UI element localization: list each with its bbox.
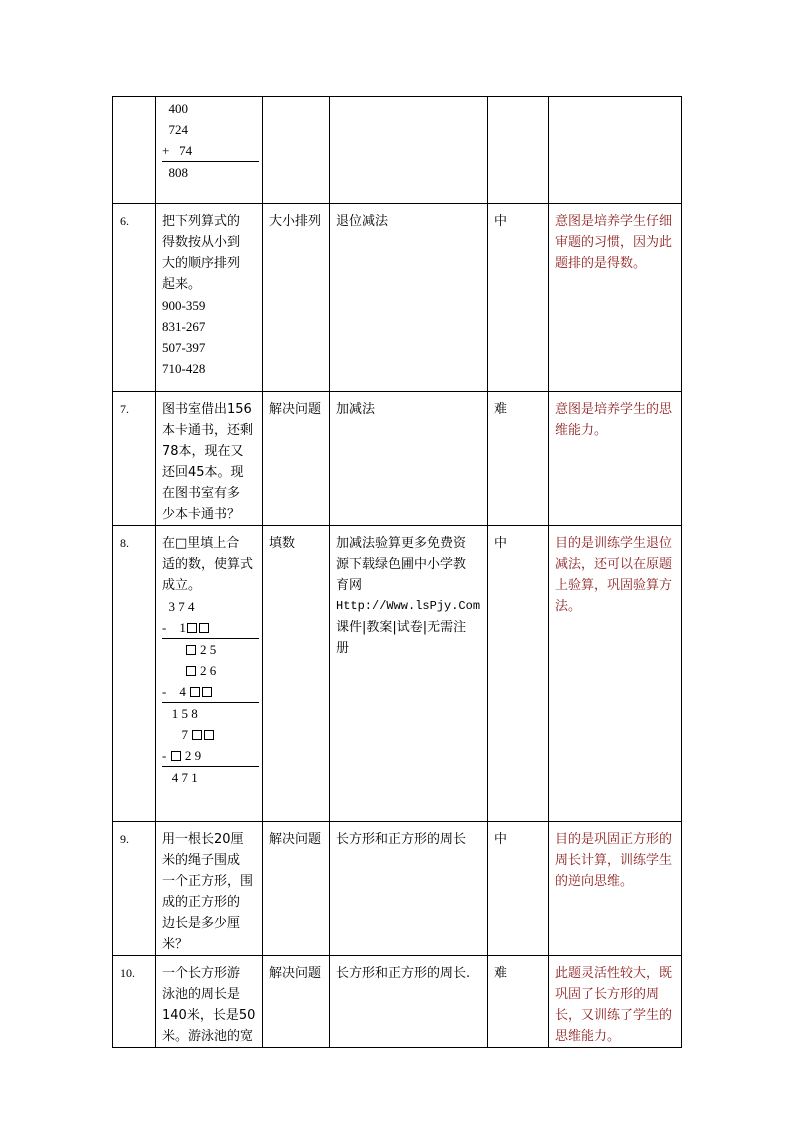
calc-line: 400	[162, 101, 188, 116]
knowledge-cell: 长方形和正方形的周长.	[330, 956, 488, 1048]
calc-line: 808	[162, 165, 188, 180]
problem-line: 用一根长20厘	[162, 832, 244, 847]
blank-box	[202, 687, 212, 697]
table-row	[113, 204, 682, 392]
problem-line: 78本，现在又	[162, 444, 244, 459]
problem-cell	[156, 956, 263, 1048]
level-cell: 难	[488, 392, 549, 526]
calc-text: 2 6	[196, 663, 217, 678]
calc-text: - 1	[162, 620, 186, 635]
level-cell: 难	[488, 956, 549, 1048]
type-cell: 解决问题	[263, 822, 330, 956]
knowledge-cell: 加减法	[330, 392, 488, 526]
problem-line: 泳池的周长是	[162, 987, 241, 1002]
problem-line: 一个长方形游	[162, 966, 241, 981]
problem-line: 边长是多少厘	[162, 916, 241, 931]
level-cell: 中	[488, 526, 549, 822]
blank-box	[186, 666, 196, 676]
table-row	[113, 97, 682, 204]
type-cell: 解决问题	[263, 956, 330, 1048]
level-cell	[488, 97, 549, 204]
calc-line: 724	[162, 122, 188, 137]
problem-line: 140米，长是50	[162, 1008, 256, 1023]
calc-line	[162, 724, 257, 745]
level-cell: 中	[488, 204, 549, 392]
calc-text: 2 5	[196, 642, 217, 657]
calc-line	[162, 681, 257, 702]
row-number: 10.	[113, 956, 156, 1048]
note-cell: 此题灵活性较大，既巩固了长方形的周长，又训练了学生的思维能力。	[549, 956, 682, 1048]
note-cell	[549, 97, 682, 204]
problem-line: 少本卡通书？	[162, 507, 241, 522]
knowledge-cell: 长方形和正方形的周长	[330, 822, 488, 956]
knowledge-cell	[330, 526, 488, 822]
problem-line: 大的顺序排列	[162, 256, 241, 271]
calc-text: 2 9	[181, 748, 202, 763]
calc-text: -	[162, 748, 170, 763]
problem-line: 适的数，使算式	[162, 557, 254, 572]
problem-cell	[156, 204, 263, 392]
blank-box	[186, 645, 196, 655]
row-number: 9.	[113, 822, 156, 956]
calc-line: + 74	[162, 143, 193, 158]
blank-box	[171, 751, 181, 761]
row-number	[113, 97, 156, 204]
problem-line: 成立。	[162, 578, 202, 593]
type-cell	[263, 97, 330, 204]
problem-line: 把下列算式的	[162, 214, 241, 229]
problem-line: 米。游泳池的宽	[162, 1029, 254, 1044]
problem-cell	[156, 526, 263, 822]
knowledge-cell	[330, 97, 488, 204]
table-row	[113, 822, 682, 956]
problem-line: 起来。	[162, 277, 202, 292]
row-number: 8.	[113, 526, 156, 822]
note-cell: 意图是培养学生的思维能力。	[549, 392, 682, 526]
problem-line: 米的绳子围成	[162, 853, 241, 868]
knowledge-line: 源下载绿色圃中小学教	[336, 557, 467, 572]
blank-box	[204, 730, 214, 740]
table-row	[113, 956, 682, 1048]
blank-box	[190, 687, 200, 697]
row-number: 6.	[113, 204, 156, 392]
calc-line: 3 7 4	[162, 599, 195, 614]
blank-box	[199, 623, 209, 633]
row-number: 7.	[113, 392, 156, 526]
knowledge-line: 加减法验算更多免费资	[336, 536, 467, 551]
table-row	[113, 392, 682, 526]
blank-box	[192, 730, 202, 740]
calc-text: - 4	[162, 684, 190, 699]
note-cell: 目的是训练学生退位减法，还可以在原题上验算，巩固验算方法。	[549, 526, 682, 822]
problem-line: 图书室借出156	[162, 402, 252, 417]
calc-line	[162, 660, 257, 681]
calc-line: 4 7 1	[162, 770, 198, 785]
problem-line: 米？	[162, 937, 189, 952]
knowledge-line: 育网	[336, 578, 363, 593]
problem-line: 831-267	[162, 319, 206, 334]
calc-line: 1 5 8	[162, 706, 198, 721]
knowledge-line: 课件|教案|试卷|无需注	[336, 620, 467, 635]
knowledge-cell: 退位减法	[330, 204, 488, 392]
knowledge-line: 册	[336, 641, 350, 656]
blank-box	[187, 623, 197, 633]
calc-text: 7	[162, 727, 192, 742]
type-cell: 解决问题	[263, 392, 330, 526]
problem-cell	[156, 392, 263, 526]
problem-cell	[156, 97, 263, 204]
calc-line	[162, 639, 257, 660]
problem-line: 710-428	[162, 361, 206, 376]
problem-line: 得数按从小到	[162, 235, 241, 250]
problem-line: 一个正方形，围	[162, 874, 254, 889]
site-link[interactable]: Http://Www.lsPjy.Com	[336, 599, 481, 613]
table-row	[113, 526, 682, 822]
problem-line: 本卡通书，还剩	[162, 423, 254, 438]
type-cell: 填数	[263, 526, 330, 822]
note-cell: 意图是培养学生仔细审题的习惯，因为此题排的是得数。	[549, 204, 682, 392]
problem-line: 在□里填上合	[162, 536, 240, 551]
problem-line: 507-397	[162, 340, 206, 355]
problem-line: 在图书室有多	[162, 486, 241, 501]
calc-line	[162, 617, 257, 638]
type-cell: 大小排列	[263, 204, 330, 392]
level-cell: 中	[488, 822, 549, 956]
note-cell: 目的是巩固正方形的周长计算，训练学生的逆向思维。	[549, 822, 682, 956]
calc-line	[162, 745, 257, 766]
problem-line: 900-359	[162, 298, 206, 313]
exercise-table	[112, 96, 682, 1048]
problem-line: 成的正方形的	[162, 895, 241, 910]
problem-line: 还回45本。现	[162, 465, 244, 480]
problem-cell	[156, 822, 263, 956]
